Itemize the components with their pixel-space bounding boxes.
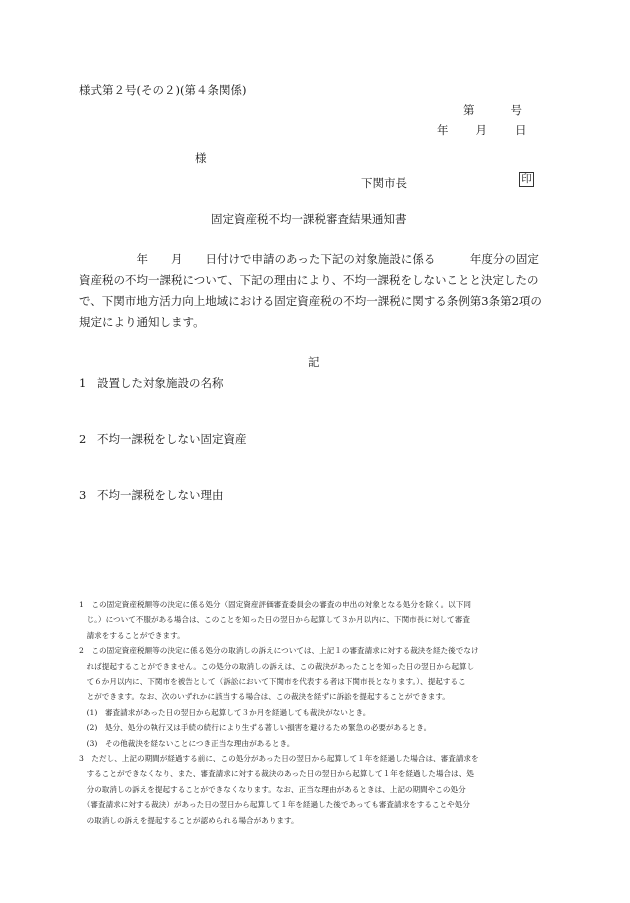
item-label: 不均一課税をしない理由 <box>97 488 224 502</box>
note-line: （審査請求に対する裁決）があった日の翌日から起算して１年を経過した後であっても審査請求をすることや処分 <box>79 800 470 810</box>
document-number <box>463 102 522 118</box>
note-line: とができます。なお、次のいずれかに該当する場合は、この裁決を経ずに訴訟を提起することができます。 <box>79 692 450 702</box>
document-number-suffix: 号 <box>510 103 522 117</box>
body-line: 年 月 日付けで申請のあった下記の対象施設に係る 年度分の固定 <box>79 252 539 266</box>
date-day: 日 <box>515 123 527 137</box>
item-label: 設置した対象施設の名称 <box>97 376 224 390</box>
document-number-prefix: 第 <box>463 103 475 117</box>
item-reason <box>79 487 224 503</box>
note-line: 請求をすることができます。 <box>79 630 185 640</box>
item-facility-name <box>79 375 224 391</box>
note-line: (3) その他裁決を経ないことにつき正当な理由があるとき。 <box>79 738 295 748</box>
note-line: の取消しの訴えを提起することが認められる場合があります。 <box>79 815 299 825</box>
appeal-notes <box>79 597 549 828</box>
body-line: 資産税の不均一課税について、下記の理由により、不均一課税をしないことと決定したの <box>79 273 539 287</box>
item-number: 3 <box>79 488 87 502</box>
note-line: (2) 処分、処分の執行又は手続の続行により生ずる著しい損害を避けるため緊急の必要があるとき。 <box>79 723 432 733</box>
form-identifier: 様式第２号(その２)(第４条関係) <box>79 83 247 97</box>
note-line: 3 ただし、上記の期間が経過する前に、この処分があった日の翌日から起算して１年を経過した場合は、審査請求を <box>79 754 479 764</box>
note-line: 2 この固定資産税額等の決定に係る処分の取消しの訴えについては、上記１の審査請求に対する裁決を経た後でなけ <box>79 646 479 656</box>
note-line: 1 この固定資産税額等の決定に係る処分（固定資産評価審査委員会の審査の申出の対象となる処分を除く。以下同 <box>79 600 471 609</box>
document-date <box>437 122 527 138</box>
sender-name: 下関市長 <box>361 176 407 190</box>
item-number: 2 <box>79 432 87 446</box>
date-month: 月 <box>475 123 487 137</box>
addressee-honorific: 様 <box>195 151 207 165</box>
date-year: 年 <box>437 123 449 137</box>
note-line: じ。）について不服がある場合は、このことを知った日の翌日から起算して３か月以内に、下関市長に対して審査 <box>79 615 470 625</box>
body-line: 規定により通知します。 <box>79 315 205 329</box>
item-number: 1 <box>79 376 87 390</box>
note-line: て６か月以内に、下関市を被告として（訴訟において下関市を代表する者は下関市長となります。）、提起するこ <box>79 677 466 687</box>
note-line: (1) 審査請求があった日の翌日から起算して３か月を経過しても裁決がないとき。 <box>79 707 371 717</box>
seal-stamp: 印 <box>519 172 534 187</box>
item-label: 不均一課税をしない固定資産 <box>97 432 247 446</box>
document-title: 固定資産税不均一課税審査結果通知書 <box>211 212 407 226</box>
ki-heading: 記 <box>308 355 320 369</box>
body-paragraph <box>79 249 542 333</box>
note-line: 分の取消しの訴えを提起することができなくなります。なお、正当な理由があるときは、上記の期間やこの処分 <box>79 784 466 794</box>
note-line: することができなくなり、また、審査請求に対する裁決のあった日の翌日から起算して１年を経過した場合は、処 <box>79 769 474 779</box>
note-line: れば提起することができません。この処分の取消しの訴えは、この裁決があったことを知った日の翌日から起算し <box>79 661 475 671</box>
body-line: で、下関市地方活力向上地域における固定資産税の不均一課税に関する条例第3条第2項の <box>79 294 542 308</box>
item-non-uniform-assets <box>79 431 247 447</box>
